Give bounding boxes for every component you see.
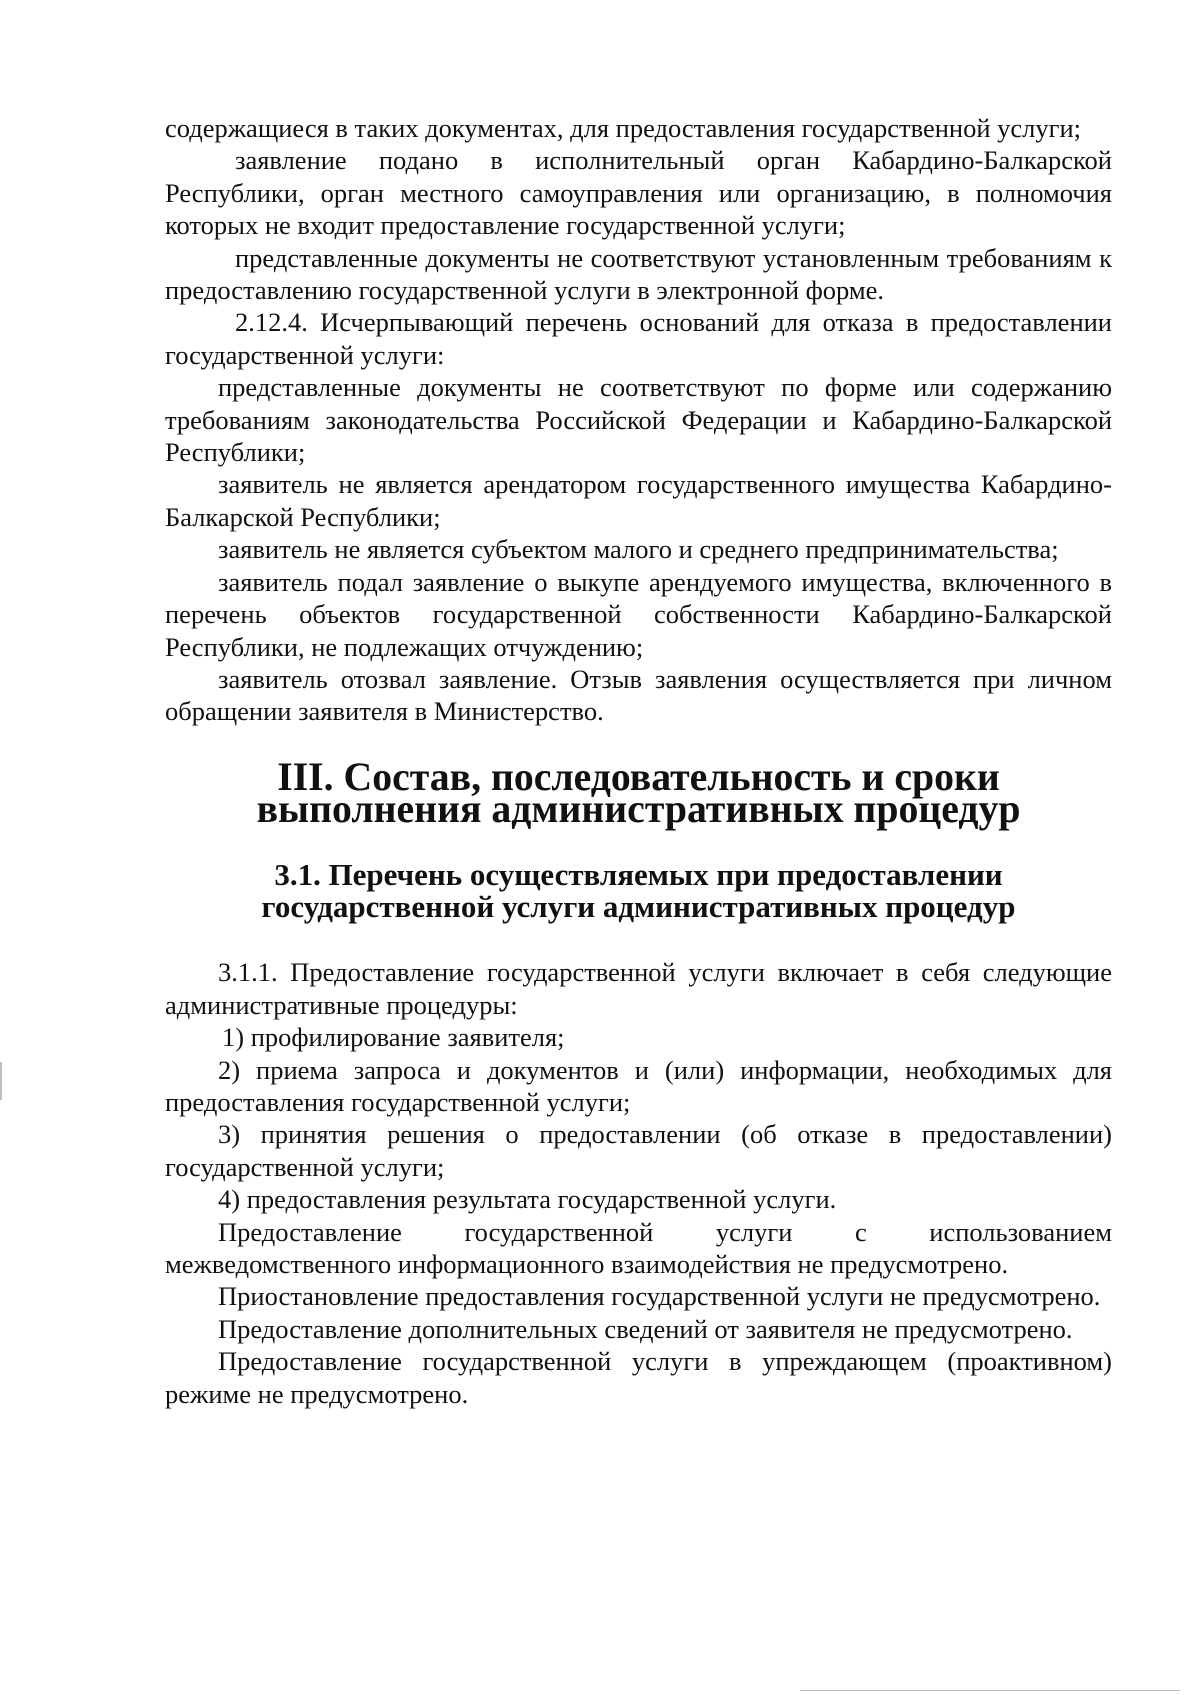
document-body bbox=[165, 112, 1112, 1410]
paragraph: заявитель не является арендатором государственного имущества Кабардино-Балкарской Республики; bbox=[165, 469, 1112, 532]
paragraph: Предоставление государственной услуги в упреждающем (проактивном) режиме не предусмотрено. bbox=[165, 1346, 1112, 1409]
list-item: 4) предоставления результата государственной услуги. bbox=[218, 1184, 837, 1215]
section-heading-line-2: выполнения административных процедур bbox=[256, 787, 1021, 832]
paragraph: 2.12.4. Исчерпывающий перечень оснований для отказа в предоставлении государственной услуги: bbox=[165, 307, 1112, 370]
paragraph: представленные документы не соответствуют по форме или содержанию требованиям законодательства Российской Федерации и Кабардино-Балкарской Республики; bbox=[165, 372, 1112, 468]
paragraph: Предоставление дополнительных сведений от заявителя не предусмотрено. bbox=[218, 1313, 1073, 1344]
paragraph: заявитель не является субъектом малого и среднего предпринимательства; bbox=[218, 534, 1059, 565]
subsection-heading-line-1: 3.1. Перечень осуществляемых при предоставлении bbox=[274, 856, 1003, 892]
paragraph: заявитель отозвал заявление. Отзыв заявления осуществляется при личном обращении заявителя в Министерство. bbox=[165, 663, 1112, 727]
paragraph: представленные документы не соответствуют установленным требованиям к предоставлению государственной услуги в электронной форме. bbox=[165, 242, 1112, 306]
list-item: 3) принятия решения о предоставлении (об отказе в предоставлении) государственной услуги; bbox=[165, 1119, 1112, 1182]
spacer bbox=[165, 923, 1112, 956]
list-item: 1) профилирование заявителя; bbox=[222, 1022, 565, 1053]
list-item: 2) приема запроса и документов и (или) информации, необходимых для предоставления государственной услуги; bbox=[165, 1054, 1112, 1117]
paragraph: заявление подано в исполнительный орган Кабардино-Балкарской Республики, орган местного самоуправления или организацию, в полномочия которых не входит предоставление государственной услуги; bbox=[165, 145, 1112, 241]
paragraph: заявитель подал заявление о выкупе арендуемого имущества, включенного в перечень объектов государственной собственности Кабардино-Балкарской Республики, не подлежащих отчуждению; bbox=[165, 566, 1112, 662]
subsection-heading bbox=[165, 856, 1112, 924]
section-heading-line-1: III. Состав, последовательность и сроки bbox=[277, 754, 1000, 799]
paragraph: 3.1.1. Предоставление государственной услуги включает в себя следующие административные процедуры: bbox=[165, 957, 1112, 1020]
scan-edge-mark bbox=[0, 1062, 2, 1100]
paragraph: Приостановление предоставления государственной услуги не предусмотрено. bbox=[218, 1281, 1101, 1312]
subsection-heading-line-2: государственной услуги административных процедур bbox=[261, 888, 1016, 924]
paragraph: содержащиеся в таких документах, для предоставления государственной услуги; bbox=[165, 113, 1082, 143]
scan-edge-mark bbox=[800, 1690, 1180, 1691]
paragraph: Предоставление государственной услуги с использованием межведомственного информационного взаимодействия не предусмотрено. bbox=[165, 1216, 1112, 1279]
section-heading bbox=[165, 754, 1112, 832]
